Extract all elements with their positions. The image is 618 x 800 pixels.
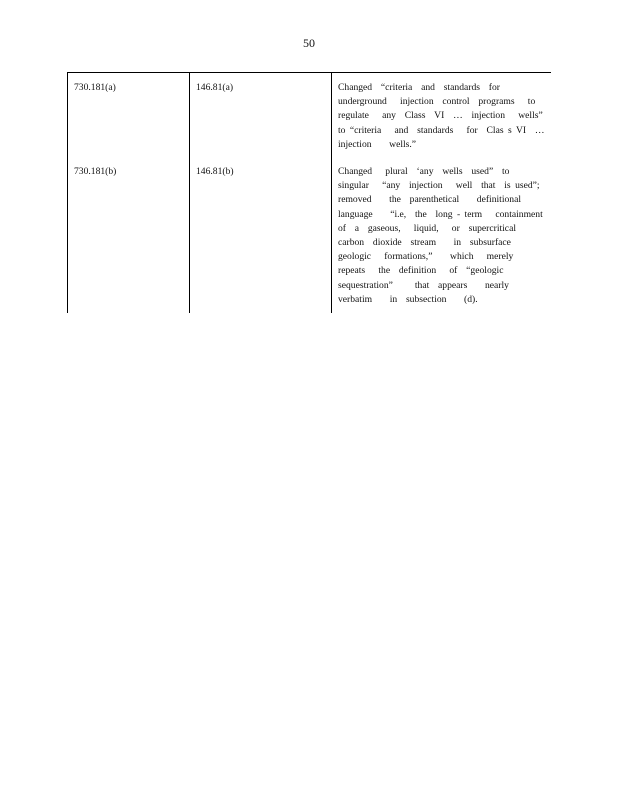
change-description-cell: Changed plural ‘any wells used” to singular “any injection well that is used”; removed the parenthetical definitional language “i.e, the long - term containment of a gaseous, liquid, or supercritical carbon dioxide stream in subsurface geologic formations,” which merely repeats the definition of “geologic sequestration” that appears nearly verbatim in subsection (d). — [338, 166, 543, 305]
comparison-table — [67, 72, 551, 313]
federal-section-cell: 146.81(b) — [196, 166, 234, 177]
section-cell: 730.181(b) — [74, 166, 117, 177]
page-number: 50 — [303, 36, 315, 50]
column-divider-2 — [331, 73, 332, 313]
change-description-cell: Changed “criteria and standards for underground injection control programs to regulate any Class VI … injection wells” to “criteria and standards for Clas s VI … injection wells.” — [338, 82, 545, 150]
federal-section-cell: 146.81(a) — [196, 82, 234, 93]
section-cell: 730.181(a) — [74, 82, 116, 93]
table-border-left — [67, 73, 68, 313]
column-divider-1 — [189, 73, 190, 313]
